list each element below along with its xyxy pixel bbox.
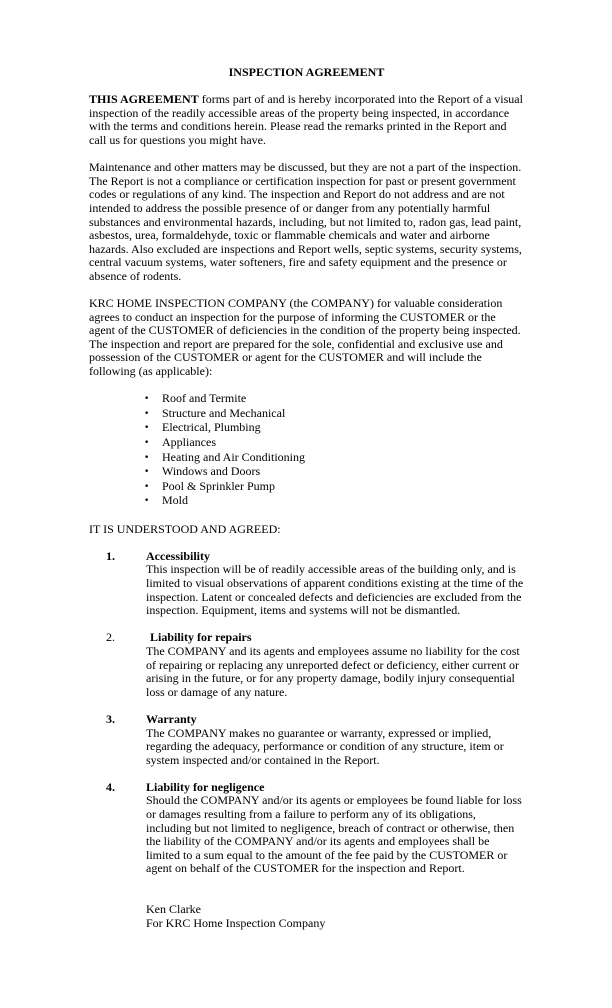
- section-heading: Warranty: [146, 711, 197, 726]
- list-item: [144, 480, 524, 495]
- list-item: [144, 407, 524, 422]
- list-item-label: Electrical, Plumbing: [162, 420, 261, 435]
- section-head: [146, 631, 524, 645]
- scope-list: [89, 392, 524, 509]
- section-heading: Accessibility: [146, 548, 210, 563]
- intro-paragraph-3: KRC HOME INSPECTION COMPANY (the COMPANY) for valuable consideration agrees to conduct an inspection for the purpose of informing the CUSTOMER or the agent of the CUSTOMER of deficiencies in the condition of the property being inspected. The inspection and report are prepared for the sole, confidential and exclusive use and possession of the CUSTOMER or agent for the CUSTOMER and will include the following (as applicable):: [89, 296, 521, 379]
- bullet-icon: •: [144, 452, 150, 463]
- section-body: This inspection will be of readily accessible areas of the building only, and is limited to visual observations of apparent conditions existing at the time of the inspection. Latent or concealed defects and deficiencies are excluded from the inspection. Equipment, items and systems will not be dismantled.: [146, 562, 524, 618]
- section-heading: Liability for negligence: [146, 779, 265, 794]
- section-body: Should the COMPANY and/or its agents or employees be found liable for loss or damages resulting from a failure to perform any of its obligations, including but not limited to negligence, breach of contract or otherwise, then the liability of the COMPANY and/or its agents and employees shall be limited to a sum equal to the amount of the fee paid by the CUSTOMER or agent on behalf of the CUSTOMER for the inspection and Report.: [146, 793, 522, 876]
- list-item-label: Structure and Mechanical: [162, 405, 286, 420]
- signature-block: [89, 903, 524, 930]
- section-accessibility: [89, 550, 524, 618]
- intro-paragraph-1-text: forms part of and is hereby incorporated into the Report of a visual inspection of the readily accessible areas of the property being inspected, in accordance with the terms and conditions herein. Please read the remarks printed in the Report and call us for questions you might have.: [89, 92, 523, 147]
- section-liability-for-repairs: [89, 631, 524, 699]
- section-heading: Liability for repairs: [150, 630, 252, 645]
- bullet-icon: •: [144, 438, 150, 449]
- list-item-label: Pool & Sprinkler Pump: [162, 478, 276, 493]
- list-item: [144, 494, 524, 509]
- section-number: 2.: [106, 630, 115, 645]
- list-item-label: Heating and Air Conditioning: [162, 449, 305, 464]
- section-body: The COMPANY makes no guarantee or warranty, expressed or implied, regarding the adequacy, performance or condition of any structure, item or system inspected and/or contained in the Report.: [146, 725, 504, 767]
- section-number: 1.: [106, 548, 115, 563]
- section-warranty: [89, 713, 524, 767]
- agreed-lead-in: IT IS UNDERSTOOD AND AGREED:: [89, 521, 281, 536]
- list-item: [144, 465, 524, 480]
- document-title: INSPECTION AGREEMENT: [228, 65, 385, 79]
- list-item: [144, 421, 524, 436]
- bullet-icon: •: [144, 481, 150, 492]
- section-liability-for-negligence: [89, 781, 524, 876]
- bullet-icon: •: [144, 408, 150, 419]
- list-item: [144, 436, 524, 451]
- section-number: 3.: [106, 711, 115, 726]
- list-item-label: Roof and Termite: [162, 391, 247, 406]
- intro-paragraph-1-lead: THIS AGREEMENT: [89, 92, 199, 107]
- bullet-icon: •: [144, 467, 150, 478]
- list-item-label: Appliances: [162, 435, 216, 450]
- section-head: [146, 781, 524, 795]
- signature-company: For KRC Home Inspection Company: [146, 915, 326, 930]
- intro-paragraph-2: Maintenance and other matters may be discussed, but they are not a part of the inspection. The Report is not a compliance or certification inspection for past or present government codes or regulations of any kind. The inspection and Report do not address and are not intended to address the possible presence of or danger from any potentially harmful substances and environmental hazards, including, but not limited to, radon gas, lead paint, asbestos, urea, formaldehyde, toxic or flammable chemicals and water and airborne hazards. Also excluded are inspections and Report wells, septic systems, security systems, central vacuum systems, water softeners, fire and safety equipment and the presence or absence of rodents.: [89, 160, 522, 283]
- bullet-icon: •: [144, 394, 150, 405]
- section-head: [146, 550, 524, 564]
- section-head: [146, 713, 524, 727]
- intro-paragraph-1: [89, 93, 524, 147]
- list-item-label: Windows and Doors: [162, 464, 261, 479]
- list-item-label: Mold: [162, 493, 189, 508]
- list-item: [144, 451, 524, 466]
- bullet-icon: •: [144, 423, 150, 434]
- section-number: 4.: [106, 779, 115, 794]
- signature-name: Ken Clarke: [146, 902, 201, 917]
- bullet-icon: •: [144, 496, 150, 507]
- list-item: [144, 392, 524, 407]
- section-body: The COMPANY and its agents and employees assume no liability for the cost of repairing or replacing any unreported defect or deficiency, either current or arising in the future, or for any property damage, bodily injury consequential loss or damage of any nature.: [146, 643, 520, 699]
